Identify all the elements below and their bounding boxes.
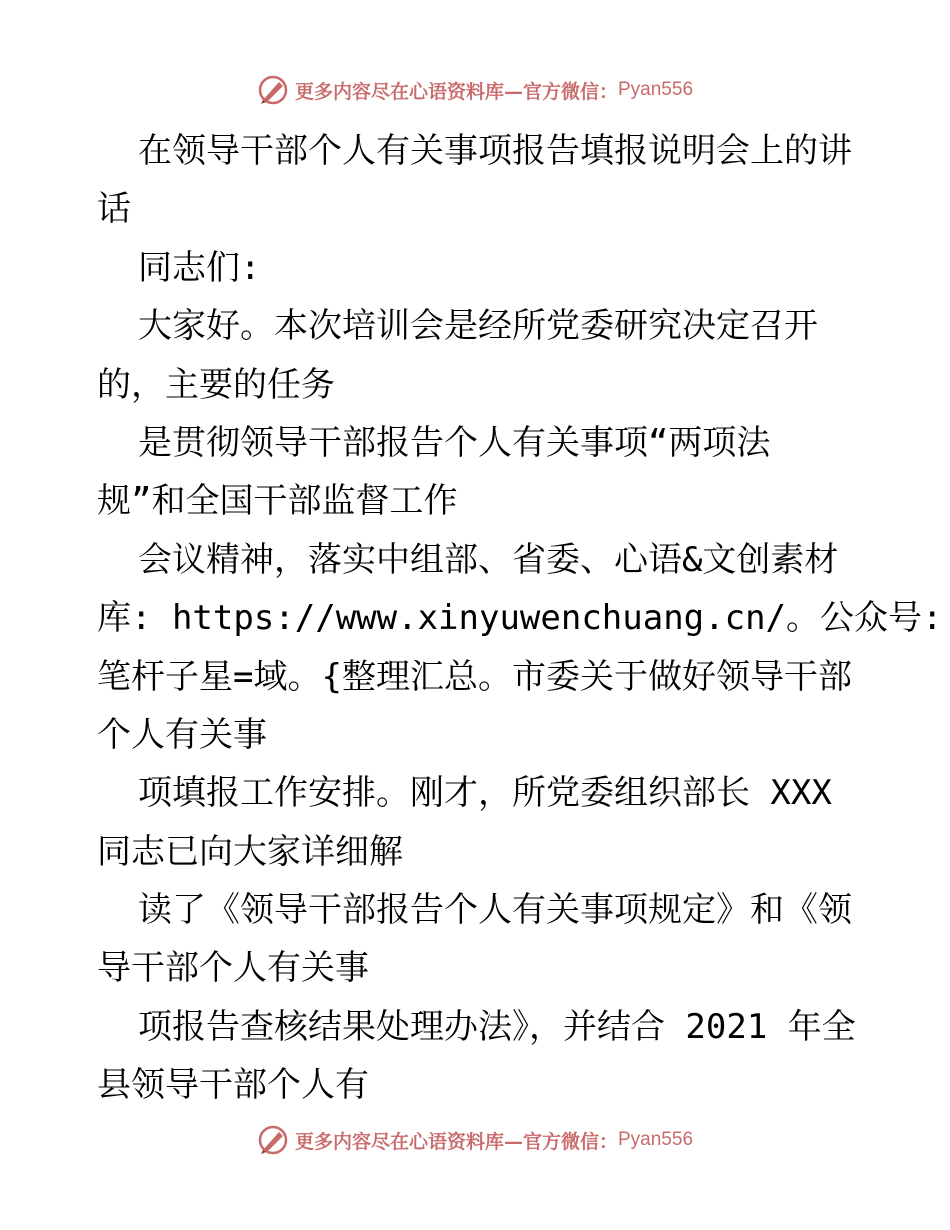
- body-line-13: 同志已向大家详细解: [97, 831, 403, 872]
- pen-logo-icon: [257, 1124, 289, 1156]
- body-line-6: 是贯彻领导干部报告个人有关事项“两项法: [97, 422, 771, 463]
- body-line-17: 县领导干部个人有: [97, 1065, 369, 1106]
- body-line-9: 库: https://www.xinyuwenchuang.cn/。公众号:: [97, 598, 943, 639]
- body-line-10: 笔杆子星=域。{整理汇总。市委关于做好领导干部: [97, 656, 852, 697]
- body-line-11: 个人有关事: [97, 714, 267, 755]
- body-line-7: 规”和全国干部监督工作: [97, 481, 458, 522]
- body-line-4: 大家好。本次培训会是经所党委研究决定召开: [97, 306, 818, 347]
- body-line-2: 话: [97, 189, 131, 230]
- header-watermark-wechat-id: Pyan556: [618, 79, 694, 100]
- footer-watermark-text: 更多内容尽在心语资料库—官方微信：: [294, 1130, 618, 1153]
- body-line-14: 读了《领导干部报告个人有关事项规定》和《领: [97, 890, 852, 931]
- header-watermark-text: 更多内容尽在心语资料库—官方微信：: [294, 80, 618, 103]
- document-body: [97, 122, 943, 1115]
- body-line-3: 同志们:: [97, 247, 261, 288]
- body-line-15: 导干部个人有关事: [97, 948, 369, 989]
- body-line-16: 项报告查核结果处理办法》，并结合 2021 年全: [97, 1006, 856, 1047]
- pen-logo-icon: [257, 74, 289, 106]
- header-watermark: [0, 70, 950, 110]
- body-line-5: 的，主要的任务: [97, 364, 335, 405]
- body-line-8: 会议精神，落实中组部、省委、心语&文创素材: [97, 539, 839, 580]
- footer-watermark: [0, 1120, 950, 1160]
- body-line-12: 项填报工作安排。刚才，所党委组织部长 XXX: [97, 773, 832, 814]
- footer-watermark-wechat-id: Pyan556: [618, 1129, 694, 1150]
- body-line-1: 在领导干部个人有关事项报告填报说明会上的讲: [97, 131, 852, 171]
